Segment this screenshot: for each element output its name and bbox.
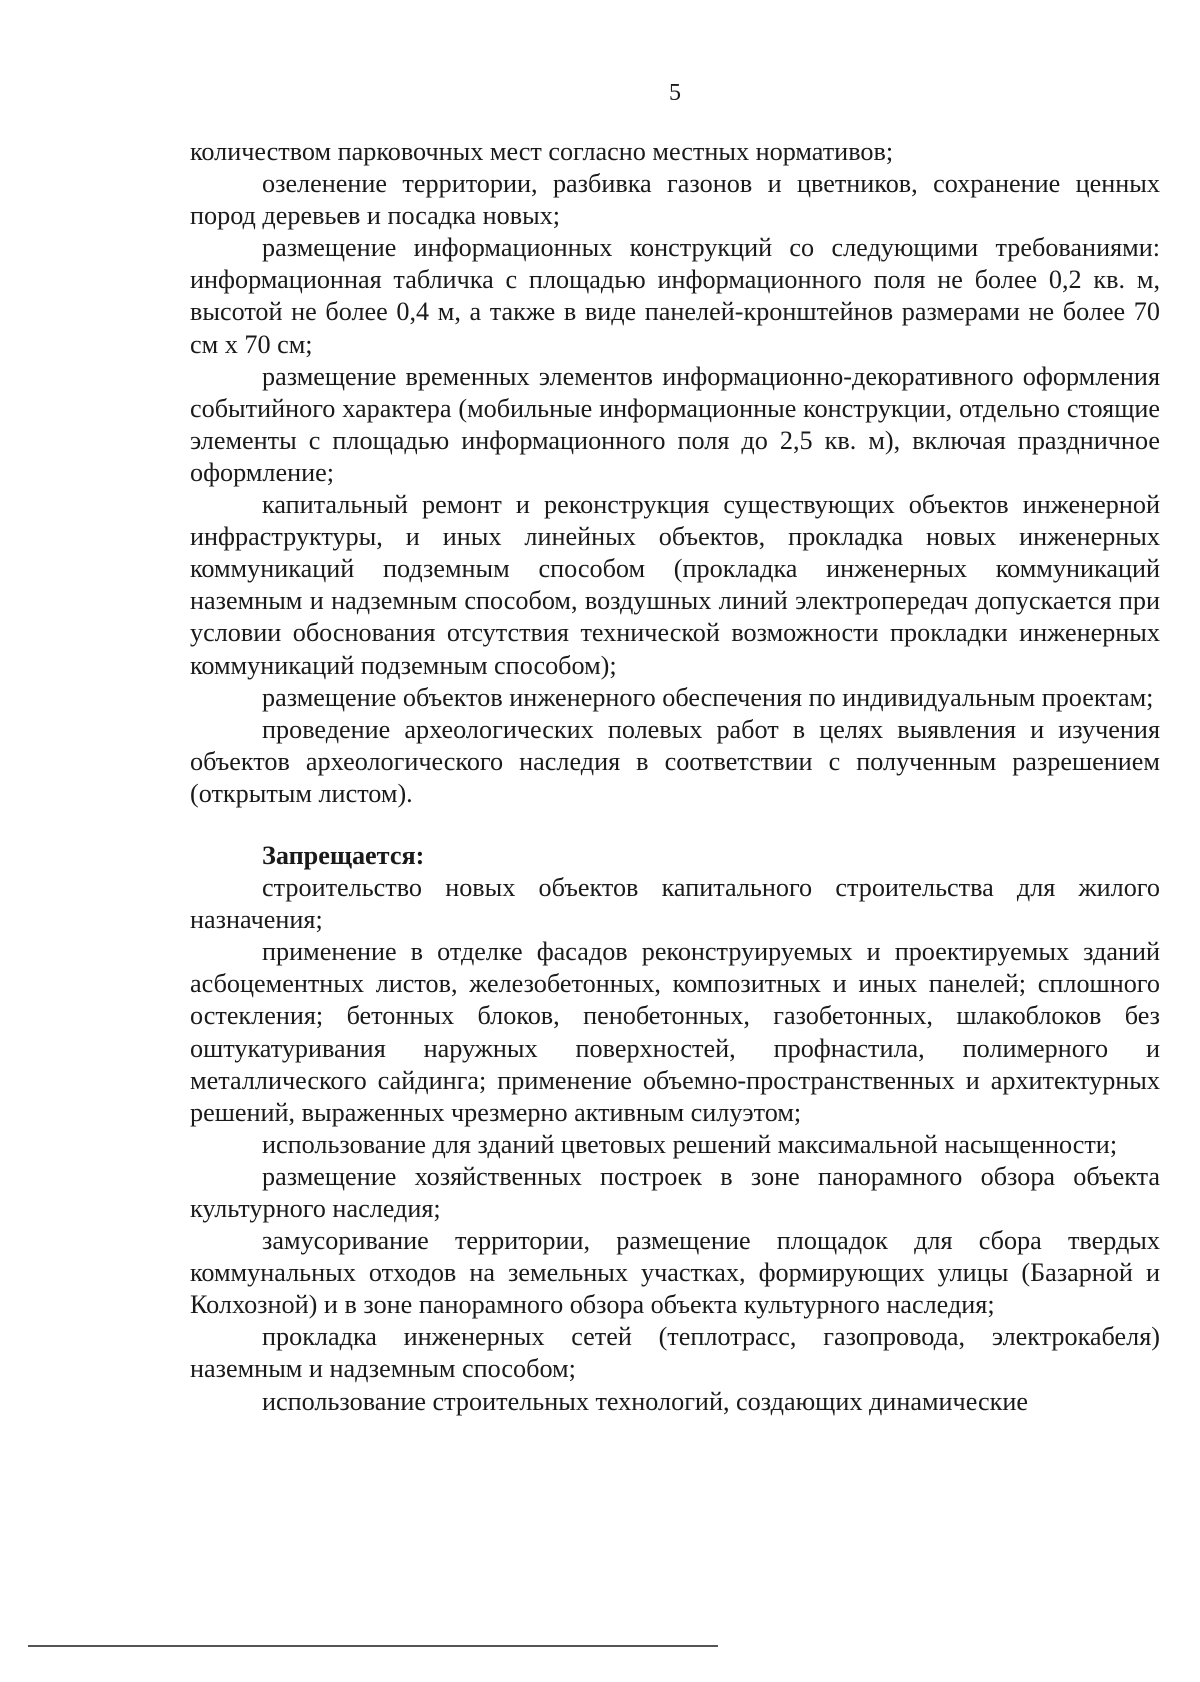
paragraph-color-saturation: использование для зданий цветовых решений максимальной насыщенности; [262,1129,1118,1159]
footer-divider [28,1645,718,1647]
paragraph-continuation: количеством парковочных мест согласно местных нормативов; [190,137,894,166]
paragraph-residential-ban: строительство новых объектов капитального строительства для жилого назначения; [190,873,1160,935]
paragraph-waste: замусоривание территории, размещение площадок для сбора твердых коммунальных отходов на земельных участках, формирующих улицы (Базарной и Колхозной) и в зоне панорамного обзора объекта культурного наследия; [190,1226,1160,1320]
paragraph-temporary-decor: размещение временных элементов информационно-декоративного оформления событийного характера (мобильные информационные конструкции, отдельно стоящие элементы с площадью информационного поля до 2,5 кв. м), включая праздничное оформление; [190,361,1160,487]
paragraph-info-structures: размещение информационных конструкций со следующими требованиями: информационная табличка с площадью информационного поля не более 0,2 кв. м, высотой не более 0,4 м, а также в виде панелей-кронштейнов размерами не более 70 см х 70 см; [190,233,1160,359]
paragraph-technologies: использование строительных технологий, создающих динамические [262,1386,1028,1416]
page-number: 5 [669,80,681,106]
section-heading-prohibited: Запрещается: [262,840,425,870]
paragraph-outbuildings: размещение хозяйственных построек в зоне панорамного обзора объекта культурного наследия; [190,1161,1160,1223]
paragraph-engineering-objects: размещение объектов инженерного обеспечения по индивидуальным проектам; [262,682,1154,712]
paragraph-engineering-repair: капитальный ремонт и реконструкция существующих объектов инженерной инфраструктуры, и иных линейных объектов, прокладка новых инженерных коммуникаций подземным способом (прокладка инженерных коммуникаций наземным и надземным способом, воздушных линий электропередач допускается при условии обоснования отсутствия технической возможности прокладки инженерных коммуникаций подземным способом); [190,490,1160,680]
paragraph-facade-materials: применение в отделке фасадов реконструируемых и проектируемых зданий асбоцементных листов, железобетонных, композитных и иных панелей; сплошного остекления; бетонных блоков, пенобетонных, газобетонных, шлакоблоков без оштукатуривания наружных поверхностей, профнастила, полимерного и металлического сайдинга; применение объемно-пространственных и архитектурных решений, выраженных чрезмерно активным силуэтом; [190,937,1160,1127]
document-body [190,136,1160,1418]
paragraph-archaeology: проведение археологических полевых работ в целях выявления и изучения объектов археологического наследия в соответствии с полученным разрешением (открытым листом). [190,714,1160,808]
paragraph-networks: прокладка инженерных сетей (теплотрасс, газопровода, электрокабеля) наземным и надземным способом; [190,1322,1160,1384]
paragraph-landscaping: озеленение территории, разбивка газонов и цветников, сохранение ценных пород деревьев и посадка новых; [190,169,1160,231]
